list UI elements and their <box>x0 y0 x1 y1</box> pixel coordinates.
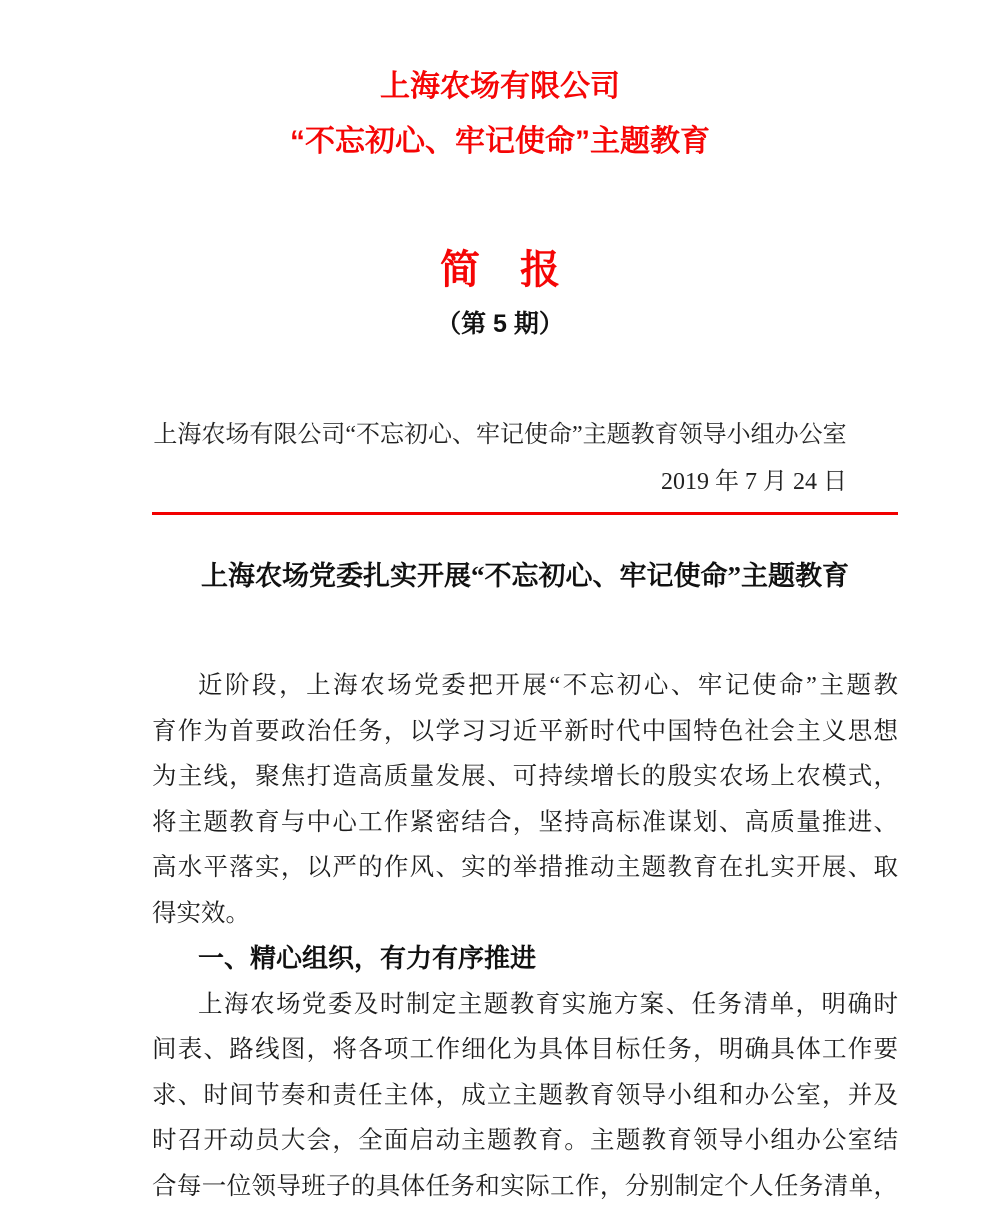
theme-education-title: “不忘初心、牢记使命”主题教育 <box>290 125 710 158</box>
bulletin-title: 简 报 <box>440 248 560 292</box>
paragraph-line: 间表、路线图，将各项工作细化为具体目标任务，明确具体工作要 <box>152 1036 898 1063</box>
article-headline: 上海农场党委扎实开展“不忘初心、牢记使命”主题教育 <box>201 561 849 591</box>
red-divider-line <box>152 512 898 515</box>
paragraph-line: 求、时间节奏和责任主体，成立主题教育领导小组和办公室，并及 <box>152 1081 898 1109</box>
document-date: 2019 年 7 月 24 日 <box>661 469 847 495</box>
paragraph-1 <box>152 663 898 936</box>
paragraph-line: 高水平落实，以严的作风、实的举措推动主题教育在扎实开展、取 <box>152 854 898 881</box>
paragraph-line: 合每一位领导班子的具体任务和实际工作，分别制定个人任务清单， <box>152 1172 898 1200</box>
paragraph-2 <box>152 982 898 1210</box>
paragraph-line: 育作为首要政治任务，以学习习近平新时代中国特色社会主义思想 <box>152 717 898 745</box>
issuing-office-line: 上海农场有限公司“不忘初心、牢记使命”主题教育领导小组办公室 <box>153 422 847 448</box>
org-title: 上海农场有限公司 <box>380 70 620 103</box>
paragraph-line: 上海农场党委及时制定主题教育实施方案、任务清单，明确时 <box>198 990 898 1018</box>
section-1-heading: 一、精心组织，有力有序推进 <box>198 943 537 973</box>
paragraph-line: 得实效。 <box>152 899 250 927</box>
paragraph-line: 为主线，聚焦打造高质量发展、可持续增长的殷实农场上农模式， <box>152 763 898 790</box>
paragraph-line: 时召开动员大会，全面启动主题教育。主题教育领导小组办公室结 <box>152 1127 898 1154</box>
article-body <box>152 663 898 1209</box>
issue-number: （第 5 期） <box>436 310 564 338</box>
paragraph-line: 近阶段，上海农场党委把开展“不忘初心、牢记使命”主题教 <box>198 672 898 699</box>
paragraph-line: 将主题教育与中心工作紧密结合，坚持高标准谋划、高质量推进、 <box>152 808 898 836</box>
